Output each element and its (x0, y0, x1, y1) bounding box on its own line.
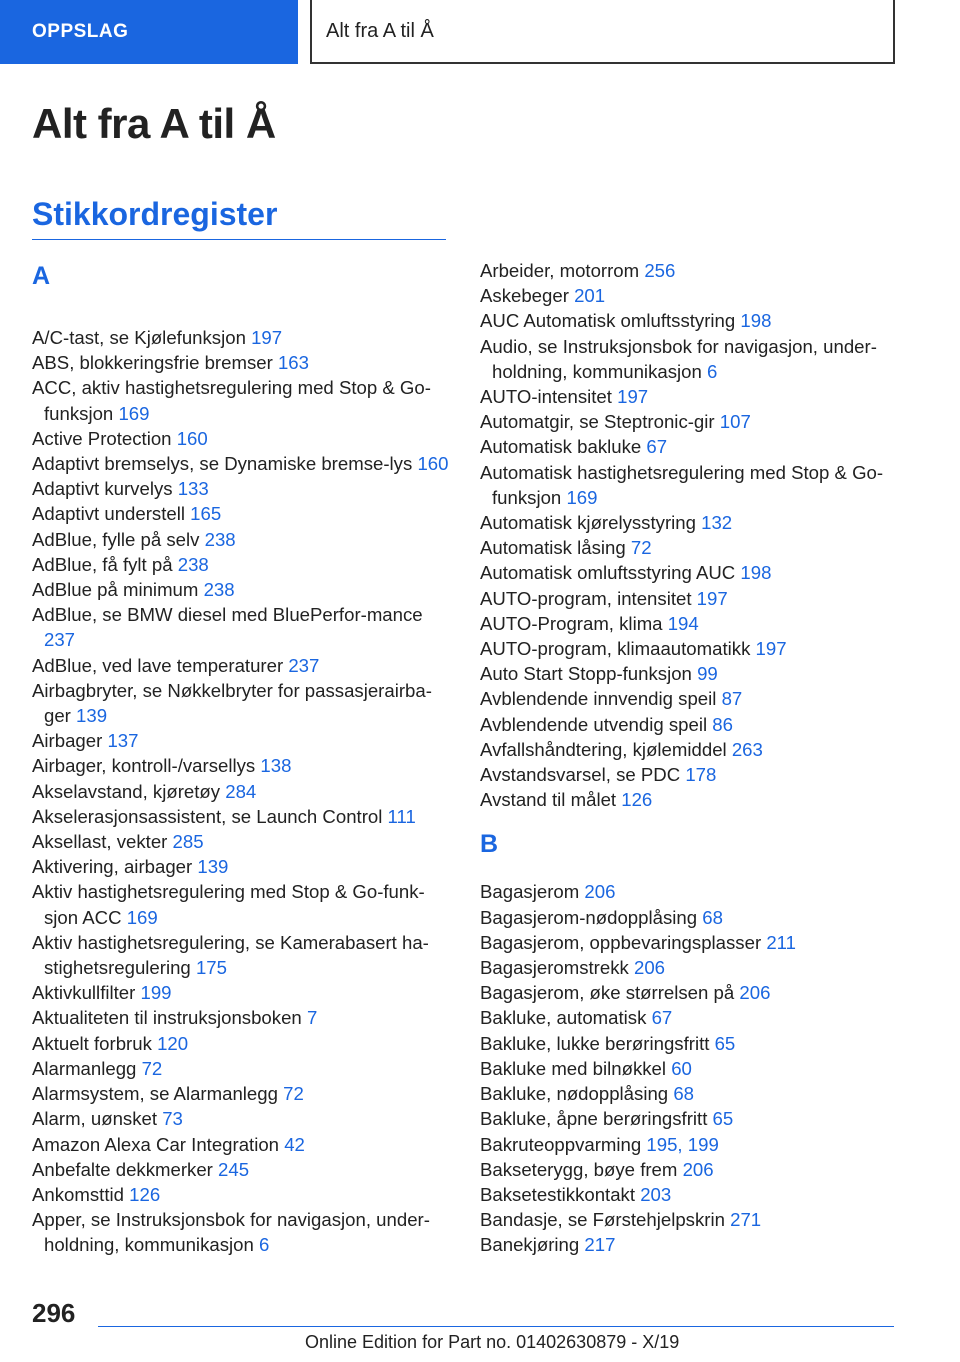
index-entry (32, 1106, 452, 1131)
index-entry-text: AdBlue, ved lave temperaturer (32, 654, 284, 676)
footer-edition-text: Online Edition for Part no. 01402630879 - X/19 (305, 1332, 680, 1352)
index-entry (32, 1132, 452, 1157)
index-entry (480, 1031, 900, 1056)
index-entry (32, 728, 452, 753)
index-entry (32, 1031, 452, 1056)
index-entry-text: Aktivkullfilter (32, 982, 136, 1004)
index-entry (32, 879, 452, 929)
index-entry (480, 1207, 900, 1232)
index-entry-text: Active Protection (32, 427, 172, 449)
page-reference-link[interactable]: 7 (306, 1007, 318, 1029)
index-entry (32, 451, 452, 476)
index-entry-text: AUTO-program, intensitet (480, 587, 692, 609)
index-entry (32, 577, 452, 602)
page-reference-link[interactable]: 160 (417, 453, 449, 475)
chapter-header-label: Alt fra A til Å (326, 19, 434, 42)
index-entry-text: Airbager, kontroll-/varsellys (32, 755, 256, 777)
index-entry-text: AdBlue på minimum (32, 579, 199, 601)
index-entry-text: Bagasjerom, oppbevaringsplasser (480, 931, 762, 953)
page-reference-link[interactable]: 139 (197, 856, 229, 878)
page-reference-link[interactable]: 111 (387, 805, 416, 827)
index-entry (480, 258, 900, 283)
index-entry (32, 375, 452, 425)
page-reference-link[interactable]: 169 (118, 402, 150, 424)
index-entry (480, 980, 900, 1005)
index-entry-text: Bakseterygg, bøye frem (480, 1158, 678, 1180)
index-entry (480, 1182, 900, 1207)
index-entry-text: Bagasjerom-nødopplåsing (480, 906, 698, 928)
index-entry (32, 476, 452, 501)
index-entry (32, 325, 452, 350)
page-reference-link[interactable]: 206 (682, 1158, 714, 1180)
index-entry-text: AUC Automatisk omluftsstyring (480, 310, 736, 332)
index-entry (32, 829, 452, 854)
index-entry-text: Bagasjerom (480, 881, 580, 903)
section-tab-label: OPPSLAG (32, 21, 129, 42)
index-entry (480, 1056, 900, 1081)
index-entry-text: Adaptivt understell (32, 503, 185, 525)
index-entry (480, 283, 900, 308)
index-entry-text: Aktivering, airbager (32, 856, 193, 878)
page-reference-link[interactable]: 237 (288, 654, 320, 676)
index-entry-text: Bandasje, se Førstehjelpskrin (480, 1209, 725, 1231)
index-entry (480, 586, 900, 611)
page-reference-link[interactable]: 165 (190, 503, 222, 525)
index-entry (32, 426, 452, 451)
page-reference-link[interactable]: 65 (712, 1108, 734, 1130)
page-reference-link[interactable]: 67 (651, 1007, 673, 1029)
index-entry (32, 804, 452, 829)
index-entry-text: Bakluke med bilnøkkel (480, 1057, 667, 1079)
index-entry-text: Avblendende utvendig speil (480, 713, 708, 735)
index-entry-text: Auto Start Stopp-funksjon (480, 663, 692, 685)
page-reference-link[interactable]: 6 (259, 1234, 270, 1256)
index-column-left (32, 258, 452, 1258)
index-entry (32, 653, 452, 678)
index-entry-text: AUTO-intensitet (480, 386, 612, 408)
index-entry-text: Avfallshåndtering, kjølemiddel (480, 738, 727, 760)
page-reference-link[interactable]: 199 (140, 982, 172, 1004)
index-entry (32, 1005, 452, 1030)
page-reference-link[interactable]: 86 (712, 713, 733, 735)
index-entry-text: Bakluke, automatisk (480, 1007, 647, 1029)
page-reference-link[interactable]: 256 (644, 260, 676, 281)
index-entry-text: Aktualiteten til instruksjonsboken (32, 1007, 302, 1029)
index-entry (480, 384, 900, 409)
index-entry (480, 1005, 900, 1030)
index-entry-text: Alarmsystem, se Alarmanlegg (32, 1083, 278, 1105)
page-reference-link[interactable]: 237 (44, 629, 76, 651)
index-entry (480, 1106, 900, 1131)
index-entry-text: AUTO-Program, klima (480, 612, 663, 634)
index-entry (32, 1056, 452, 1081)
index-entry (480, 955, 900, 980)
index-entry (480, 308, 900, 333)
page-reference-link[interactable]: 68 (673, 1083, 694, 1105)
index-entry-text: Automatgir, se Steptronic-gir (480, 411, 715, 433)
page-reference-link[interactable]: 197 (251, 327, 283, 348)
page-reference-link[interactable]: 126 (129, 1183, 161, 1205)
page-reference-link[interactable]: 206 (739, 982, 771, 1004)
index-entry (480, 560, 900, 585)
index-entry (480, 712, 900, 737)
page-reference-link[interactable]: 133 (177, 478, 209, 500)
index-entry-text: Arbeider, motorrom (480, 260, 640, 281)
index-entry (480, 1132, 900, 1157)
page-number: 296 (32, 1298, 76, 1328)
page-reference-link[interactable]: 67 (646, 436, 668, 458)
index-entry (480, 409, 900, 434)
page-reference-link[interactable]: 169 (126, 906, 158, 928)
index-entry-text: Bagasjerom, øke størrelsen på (480, 982, 735, 1004)
page-reference-link[interactable]: 65 (714, 1032, 736, 1054)
page-reference-link[interactable]: 137 (107, 730, 139, 752)
index-entry-text: Automatisk kjørelysstyring (480, 512, 696, 534)
index-entry (32, 678, 452, 728)
index-entry-text: Adaptivt kurvelys (32, 478, 173, 500)
index-entry (480, 434, 900, 459)
index-entry (480, 686, 900, 711)
index-entry (32, 753, 452, 778)
index-entry (480, 930, 900, 955)
index-entry-text: Amazon Alexa Car Integration (32, 1133, 280, 1155)
index-entry-text: Alarmanlegg (32, 1057, 137, 1079)
page-reference-link[interactable]: 211 (766, 931, 796, 953)
index-entry (480, 762, 900, 787)
index-entry-text: Automatisk låsing (480, 537, 626, 559)
section-tab-oppslag (0, 0, 298, 64)
index-entry-text: Avblendende innvendig speil (480, 688, 717, 710)
page-reference-link[interactable]: 285 (172, 831, 204, 853)
index-entry-text: Banekjøring (480, 1234, 580, 1256)
page-reference-link[interactable]: 217 (584, 1234, 616, 1256)
index-entry (480, 535, 900, 560)
page-reference-link[interactable]: 238 (203, 579, 235, 601)
page-reference-link[interactable]: 42 (284, 1133, 305, 1155)
page-reference-link[interactable]: 72 (283, 1083, 304, 1105)
page-reference-link[interactable]: 238 (204, 528, 236, 550)
page-reference-link[interactable]: 6 (707, 360, 718, 382)
index-entry (480, 737, 900, 762)
page-reference-link[interactable]: 197 (696, 587, 728, 609)
index-entry (480, 905, 900, 930)
index-entry (32, 552, 452, 577)
index-entry-text: Airbager (32, 730, 103, 752)
page-reference-link[interactable]: 72 (630, 537, 652, 559)
index-entry (480, 879, 900, 904)
index-entry (480, 460, 900, 510)
index-entry-text: Aktiv hastighetsregulering med Stop & Go-funk-sjon ACC (32, 881, 425, 928)
index-entry (32, 1182, 452, 1207)
index-entry-text: Aktuelt forbruk (32, 1032, 152, 1054)
page-reference-link[interactable]: 263 (731, 738, 763, 760)
index-entry-text: ABS, blokkeringsfrie bremser (32, 352, 273, 374)
index-entry (32, 779, 452, 804)
index-entry-text: AdBlue, fylle på selv (32, 528, 200, 550)
page-reference-link[interactable]: 126 (621, 789, 653, 811)
index-entry-text: Baksetestikkontakt (480, 1183, 636, 1205)
page-reference-link[interactable]: 197 (755, 638, 787, 660)
index-column-right (480, 258, 900, 1258)
index-entry-text: Apper, se Instruksjonsbok for navigasjon, under-holdning, kommunikasjon (32, 1209, 430, 1256)
index-entry (480, 787, 900, 812)
page-reference-link[interactable]: 72 (141, 1057, 163, 1079)
index-entry-text: Bakruteoppvarming (480, 1133, 642, 1155)
page-title: Alt fra A til Å (32, 100, 276, 147)
page-reference-link[interactable]: 284 (225, 780, 257, 802)
index-entry-text: AdBlue, få fylt på (32, 553, 173, 575)
index-entry (480, 1157, 900, 1182)
section-title: Stikkordregister (32, 196, 446, 240)
index-entry (32, 1207, 452, 1257)
index-entry-text: Automatisk omluftsstyring AUC (480, 562, 736, 584)
index-list-b (480, 879, 900, 1257)
index-entry (32, 1157, 452, 1182)
page-reference-link[interactable]: 194 (667, 612, 699, 634)
page-reference-link[interactable]: 195, 199 (646, 1133, 719, 1155)
index-entry (480, 636, 900, 661)
index-entry (32, 501, 452, 526)
index-entry-text: Avstandsvarsel, se PDC (480, 764, 681, 786)
page-reference-link[interactable]: 68 (702, 906, 723, 928)
index-entry-text: Aktiv hastighetsregulering, se Kamerabasert ha-stighetsregulering (32, 931, 429, 979)
page-reference-link[interactable]: 132 (701, 512, 733, 534)
index-entry-text: Automatisk hastighetsregulering med Stop & Go-funksjon (480, 461, 884, 508)
page-reference-link[interactable]: 175 (195, 957, 227, 979)
index-entry-text: AUTO-program, klimaautomatikk (480, 638, 751, 660)
page-reference-link[interactable]: 73 (162, 1108, 183, 1130)
index-entry (32, 854, 452, 879)
letter-heading-b: B (480, 830, 499, 859)
index-entry-text: Avstand til målet (480, 789, 617, 811)
index-entry-text: Anbefalte dekkmerker (32, 1158, 213, 1180)
index-entry (32, 1081, 452, 1106)
index-list-a-right (480, 258, 900, 812)
index-entry-text: Adaptivt bremselys, se Dynamiske bremse-lys (32, 453, 413, 475)
page-reference-link[interactable]: 107 (719, 411, 751, 433)
index-entry (32, 980, 452, 1005)
index-entry (32, 602, 452, 652)
page-reference-link[interactable]: 60 (671, 1057, 692, 1079)
index-entry-text: Bakluke, åpne berøringsfritt (480, 1108, 708, 1130)
index-entry-text: Ankomsttid (32, 1183, 124, 1205)
page-reference-link[interactable]: 178 (685, 764, 717, 786)
index-list-a-left (32, 325, 452, 1258)
page-reference-link[interactable]: 238 (177, 553, 209, 575)
page-reference-link[interactable]: 87 (721, 688, 743, 710)
index-entry-text: Akselavstand, kjøretøy (32, 780, 221, 802)
page-reference-link[interactable]: 206 (633, 957, 666, 979)
index-entry (480, 661, 900, 686)
index-entry (480, 510, 900, 535)
index-entry-text: Akselerasjonsassistent, se Launch Control (32, 805, 383, 827)
index-entry-text: ACC, aktiv hastighetsregulering med Stop & Go-funksjon (32, 377, 431, 424)
index-entry (480, 1232, 900, 1257)
page-reference-link[interactable]: 99 (697, 663, 718, 685)
page-reference-link[interactable]: 206 (584, 881, 616, 903)
index-entry-text: Bakluke, nødopplåsing (480, 1083, 669, 1105)
index-entry-text: Aksellast, vekter (32, 831, 168, 853)
page-reference-link[interactable]: 198 (740, 310, 772, 332)
index-entry (480, 611, 900, 636)
page-reference-link[interactable]: 139 (76, 705, 108, 727)
page-reference-link[interactable]: 120 (157, 1032, 189, 1054)
page-reference-link[interactable]: 201 (574, 285, 606, 307)
index-entry (32, 527, 452, 552)
index-entry-text: Bagasjeromstrekk (480, 957, 629, 979)
page-reference-link[interactable]: 245 (218, 1158, 250, 1180)
index-entry (480, 334, 900, 384)
page-reference-link[interactable]: 197 (617, 386, 649, 408)
page-reference-link[interactable]: 203 (640, 1183, 672, 1205)
index-entry-text: Bakluke, lukke berøringsfritt (480, 1032, 710, 1054)
footer-divider (98, 1326, 894, 1327)
page-reference-link[interactable]: 163 (277, 352, 309, 374)
page-reference-link[interactable]: 138 (260, 755, 292, 777)
index-entry (480, 1081, 900, 1106)
index-entry-text: A/C-tast, se Kjølefunksjon (32, 327, 246, 348)
index-entry (32, 350, 452, 375)
index-entry-text: Audio, se Instruksjonsbok for navigasjon, under-holdning, kommunikasjon (480, 335, 877, 382)
chapter-header (310, 0, 895, 64)
index-entry-text: Askebeger (480, 285, 569, 307)
index-entry-text: AdBlue, se BMW diesel med BluePerfor-mance (32, 604, 423, 626)
index-entry-text: Automatisk bakluke (480, 436, 642, 458)
index-entry-text: Alarm, uønsket (32, 1108, 158, 1130)
index-entry-text: Airbagbryter, se Nøkkelbryter for passasjerairba-ger (32, 679, 432, 727)
index-entry (32, 930, 452, 980)
page-reference-link[interactable]: 271 (730, 1209, 762, 1231)
page-reference-link[interactable]: 169 (566, 486, 598, 508)
page-reference-link[interactable]: 198 (740, 562, 772, 584)
letter-heading-a: A (32, 262, 51, 290)
page-reference-link[interactable]: 160 (176, 427, 208, 449)
